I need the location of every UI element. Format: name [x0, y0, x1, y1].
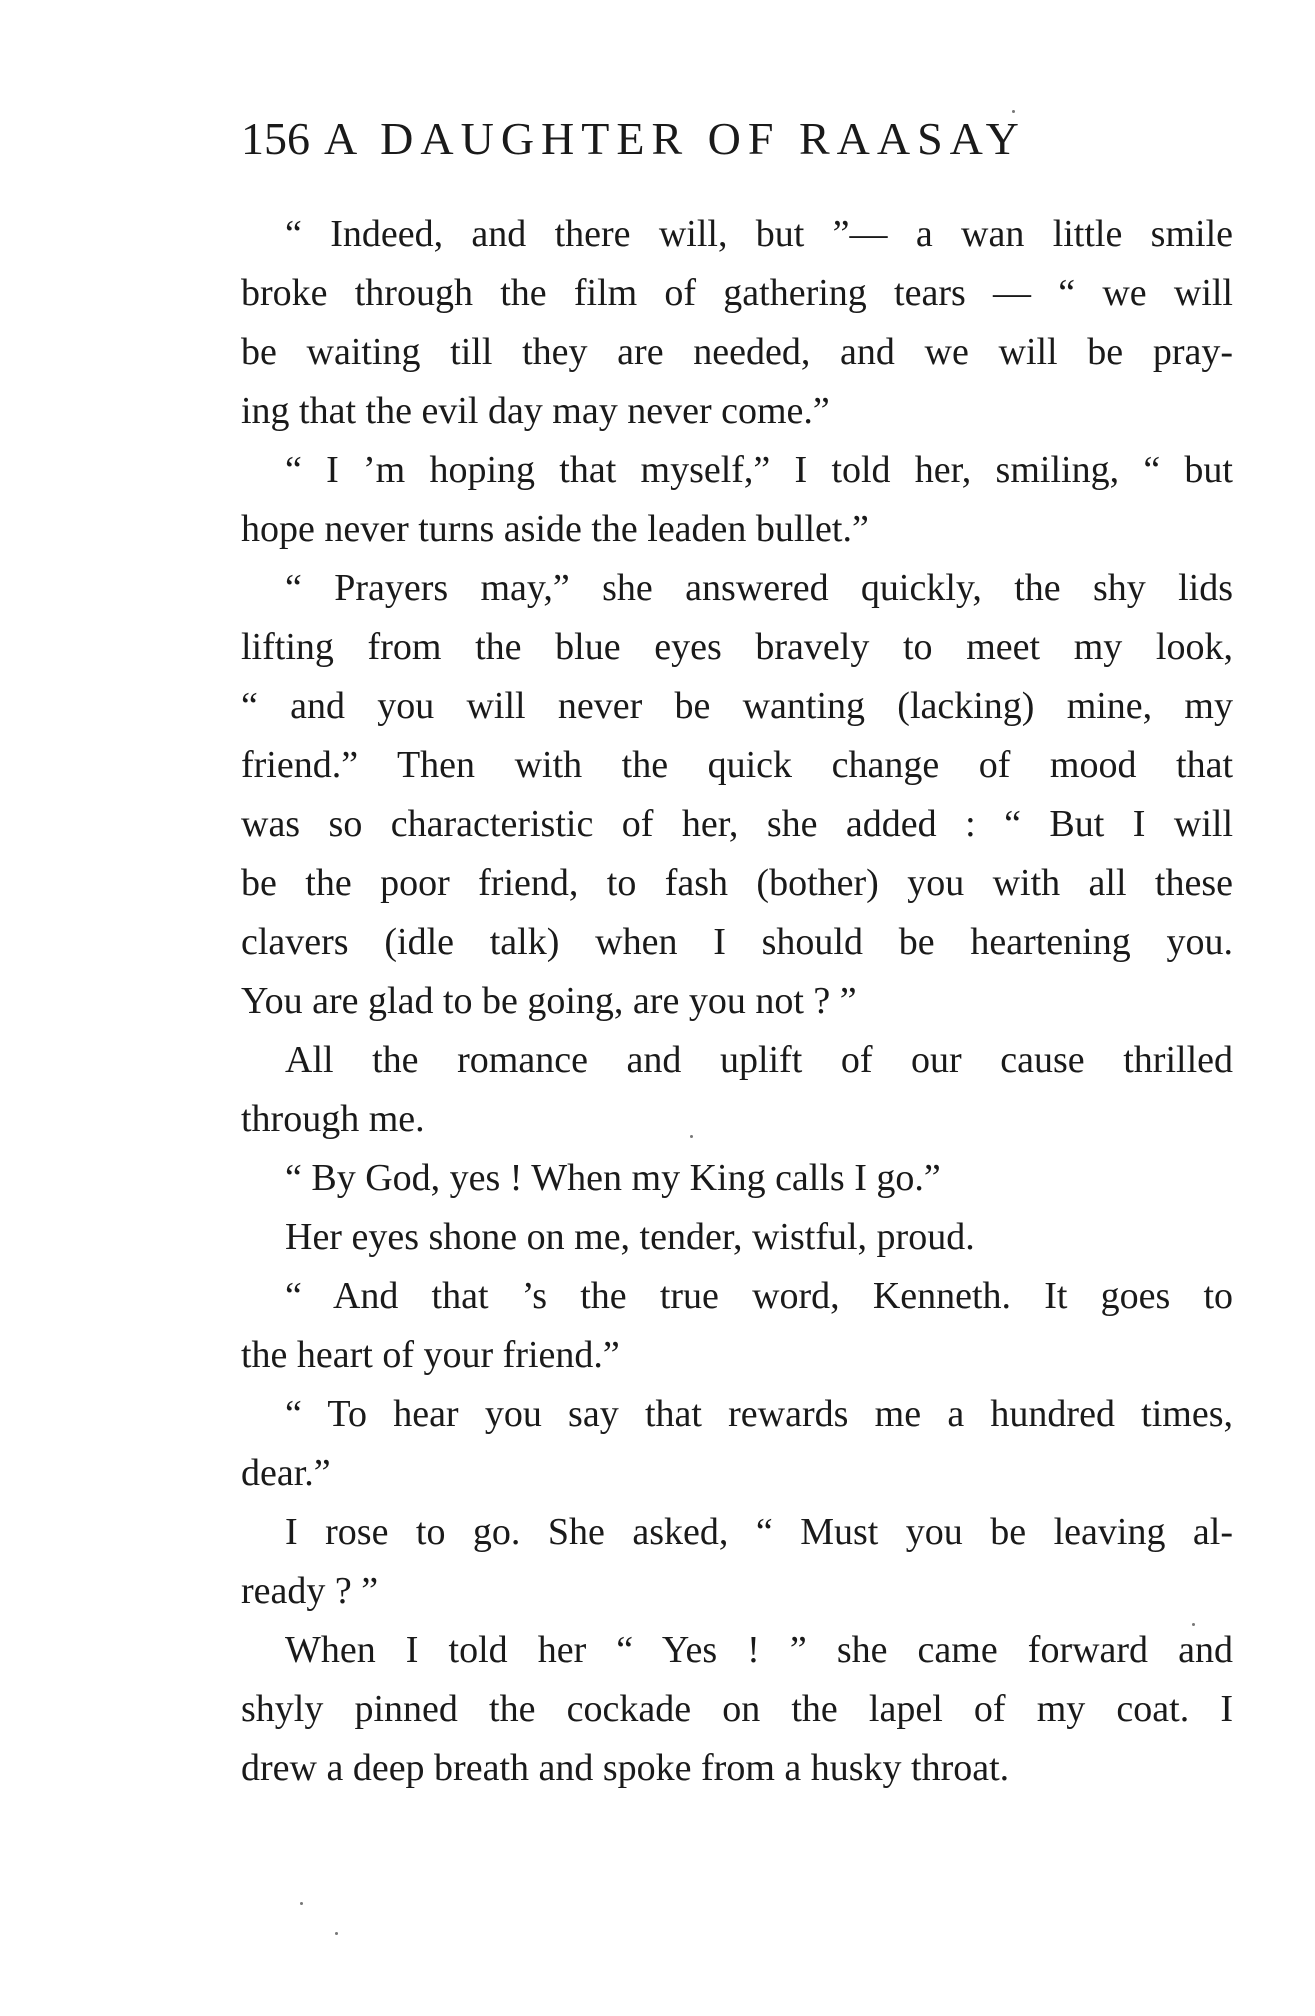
text-line: I rose to go. She asked, “ Must you be leaving al-	[285, 1511, 1233, 1553]
text-line: be waiting till they are needed, and we will be pray-	[241, 331, 1233, 373]
text-line: You are glad to be going, are you not ? ”	[241, 980, 857, 1022]
text-line: “ Prayers may,” she answered quickly, the shy lids	[285, 567, 1233, 609]
text-line: broke through the film of gathering tears — “ we will	[241, 272, 1233, 314]
paper-speck	[300, 1902, 303, 1905]
text-line: “ Indeed, and there will, but ”— a wan little smile	[285, 213, 1233, 255]
text-line: “ And that ’s the true word, Kenneth. It goes to	[285, 1275, 1233, 1317]
paper-speck	[335, 1932, 338, 1935]
text-line: “ By God, yes ! When my King calls I go.”	[285, 1157, 941, 1199]
text-line: be the poor friend, to fash (bother) you with all these	[241, 862, 1233, 904]
text-line: ing that the evil day may never come.”	[241, 390, 830, 432]
text-line: through me.	[241, 1098, 425, 1140]
text-line: ready ? ”	[241, 1570, 379, 1612]
paper-speck	[1012, 110, 1015, 113]
text-line: friend.” Then with the quick change of mood that	[241, 744, 1233, 786]
text-line: When I told her “ Yes ! ” she came forward and	[285, 1629, 1233, 1671]
text-line: “ and you will never be wanting (lacking) mine, my	[241, 685, 1233, 727]
text-line: drew a deep breath and spoke from a husky throat.	[241, 1747, 1010, 1789]
paper-speck	[690, 1135, 693, 1138]
text-line: lifting from the blue eyes bravely to meet my look,	[241, 626, 1233, 668]
paper-speck	[1192, 1623, 1195, 1626]
text-line: the heart of your friend.”	[241, 1334, 620, 1376]
text-line: “ To hear you say that rewards me a hundred times,	[285, 1393, 1233, 1435]
text-line: Her eyes shone on me, tender, wistful, proud.	[285, 1216, 975, 1258]
page-number: 156	[241, 113, 310, 164]
text-line: was so characteristic of her, she added : “ But I will	[241, 803, 1233, 845]
text-line: “ I ’m hoping that myself,” I told her, smiling, “ but	[285, 449, 1233, 491]
text-line: All the romance and uplift of our cause thrilled	[285, 1039, 1233, 1081]
text-line: dear.”	[241, 1452, 331, 1494]
page-header	[241, 112, 1213, 172]
text-line: hope never turns aside the leaden bullet.”	[241, 508, 869, 550]
running-title: A DAUGHTER OF RAASAY	[324, 113, 1026, 164]
text-line: shyly pinned the cockade on the lapel of my coat. I	[241, 1688, 1233, 1730]
body-text	[241, 205, 1233, 1798]
text-line: clavers (idle talk) when I should be heartening you.	[241, 921, 1233, 963]
